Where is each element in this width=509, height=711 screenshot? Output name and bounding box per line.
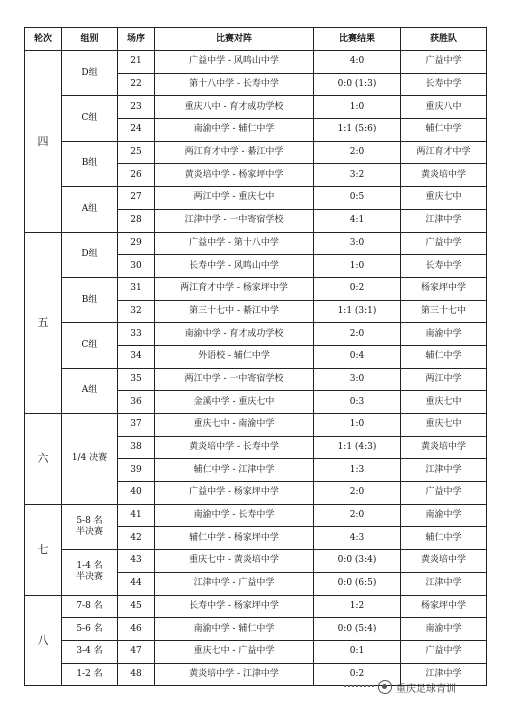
matchup-cell: 重庆七中 - 黄炎培中学 <box>155 550 314 573</box>
header-group: 组别 <box>62 28 118 51</box>
winner-cell: 重庆七中 <box>401 414 487 437</box>
winner-cell: 辅仁中学 <box>401 119 487 142</box>
table-row <box>25 504 487 527</box>
match-no-cell: 26 <box>118 164 155 187</box>
schedule-table <box>24 27 487 686</box>
winner-cell: 黄炎培中学 <box>401 550 487 573</box>
group-cell: 3-4 名 <box>62 640 118 663</box>
round-cell: 四 <box>25 51 62 233</box>
result-cell: 1:0 <box>314 255 401 278</box>
winner-cell: 黄炎培中学 <box>401 436 487 459</box>
winner-cell: 江津中学 <box>401 209 487 232</box>
winner-cell: 重庆七中 <box>401 391 487 414</box>
group-cell: C组 <box>62 323 118 368</box>
winner-cell: 江津中学 <box>401 459 487 482</box>
table-row <box>25 232 487 255</box>
header-winner: 获胜队 <box>401 28 487 51</box>
match-no-cell: 39 <box>118 459 155 482</box>
winner-cell: 南渝中学 <box>401 323 487 346</box>
winner-cell: 第三十七中 <box>401 300 487 323</box>
result-cell: 1:1 (5:6) <box>314 119 401 142</box>
match-no-cell: 30 <box>118 255 155 278</box>
matchup-cell: 长寿中学 - 杨家坪中学 <box>155 595 314 618</box>
matchup-cell: 黄炎培中学 - 杨家坪中学 <box>155 164 314 187</box>
winner-cell: 南渝中学 <box>401 618 487 641</box>
winner-cell: 广益中学 <box>401 482 487 505</box>
match-no-cell: 21 <box>118 51 155 74</box>
matchup-cell: 重庆八中 - 育才成功学校 <box>155 96 314 119</box>
matchup-cell: 外语校 - 辅仁中学 <box>155 345 314 368</box>
match-no-cell: 45 <box>118 595 155 618</box>
result-cell: 0:0 (1:3) <box>314 73 401 96</box>
matchup-cell: 江津中学 - 一中寄宿学校 <box>155 209 314 232</box>
winner-cell: 长寿中学 <box>401 73 487 96</box>
match-no-cell: 41 <box>118 504 155 527</box>
result-cell: 4:3 <box>314 527 401 550</box>
matchup-cell: 辅仁中学 - 江津中学 <box>155 459 314 482</box>
matchup-cell: 两江中学 - 一中寄宿学校 <box>155 368 314 391</box>
matchup-cell: 广益中学 - 杨家坪中学 <box>155 482 314 505</box>
result-cell: 2:0 <box>314 323 401 346</box>
result-cell: 3:0 <box>314 368 401 391</box>
table-row <box>25 323 487 346</box>
table-row <box>25 640 487 663</box>
match-no-cell: 25 <box>118 141 155 164</box>
group-cell: 5-6 名 <box>62 618 118 641</box>
matchup-cell: 江津中学 - 广益中学 <box>155 572 314 595</box>
result-cell: 0:0 (5:4) <box>314 618 401 641</box>
table-row <box>25 618 487 641</box>
result-cell: 0:1 <box>314 640 401 663</box>
matchup-cell: 两江育才中学 - 杨家坪中学 <box>155 277 314 300</box>
group-cell: B组 <box>62 141 118 186</box>
result-cell: 4:1 <box>314 209 401 232</box>
group-cell: D组 <box>62 51 118 96</box>
winner-cell: 两江育才中学 <box>401 141 487 164</box>
match-no-cell: 40 <box>118 482 155 505</box>
matchup-cell: 第十八中学 - 长寿中学 <box>155 73 314 96</box>
winner-cell: 广益中学 <box>401 640 487 663</box>
group-cell: A组 <box>62 368 118 413</box>
result-cell: 2:0 <box>314 141 401 164</box>
table-row <box>25 141 487 164</box>
result-cell: 3:0 <box>314 232 401 255</box>
table-row <box>25 550 487 573</box>
matchup-cell: 辅仁中学 - 杨家坪中学 <box>155 527 314 550</box>
group-cell: A组 <box>62 187 118 232</box>
group-cell: 1-4 名 半决赛 <box>62 550 118 595</box>
group-cell: 1-2 名 <box>62 663 118 686</box>
round-cell: 五 <box>25 232 62 414</box>
round-cell: 七 <box>25 504 62 595</box>
matchup-cell: 南渝中学 - 育才成功学校 <box>155 323 314 346</box>
winner-cell: 杨家坪中学 <box>401 595 487 618</box>
group-cell: B组 <box>62 277 118 322</box>
winner-cell: 两江中学 <box>401 368 487 391</box>
winner-cell: 重庆八中 <box>401 96 487 119</box>
result-cell: 0:0 (6:5) <box>314 572 401 595</box>
winner-cell: 南渝中学 <box>401 504 487 527</box>
matchup-cell: 两江育才中学 - 綦江中学 <box>155 141 314 164</box>
watermark-dots <box>344 685 374 689</box>
match-no-cell: 47 <box>118 640 155 663</box>
match-no-cell: 31 <box>118 277 155 300</box>
match-no-cell: 44 <box>118 572 155 595</box>
table-row <box>25 277 487 300</box>
round-cell: 八 <box>25 595 62 686</box>
header-row <box>25 28 487 51</box>
winner-cell: 辅仁中学 <box>401 527 487 550</box>
group-cell: 7-8 名 <box>62 595 118 618</box>
result-cell: 1:0 <box>314 96 401 119</box>
match-no-cell: 37 <box>118 414 155 437</box>
matchup-cell: 重庆七中 - 广益中学 <box>155 640 314 663</box>
table-row <box>25 96 487 119</box>
header-match-no: 场序 <box>118 28 155 51</box>
match-no-cell: 33 <box>118 323 155 346</box>
match-no-cell: 38 <box>118 436 155 459</box>
match-no-cell: 35 <box>118 368 155 391</box>
match-no-cell: 29 <box>118 232 155 255</box>
result-cell: 3:2 <box>314 164 401 187</box>
match-no-cell: 24 <box>118 119 155 142</box>
result-cell: 1:2 <box>314 595 401 618</box>
result-cell: 1:3 <box>314 459 401 482</box>
winner-cell: 长寿中学 <box>401 255 487 278</box>
header-matchup: 比赛对阵 <box>155 28 314 51</box>
table-row <box>25 187 487 210</box>
result-cell: 4:0 <box>314 51 401 74</box>
result-cell: 0:3 <box>314 391 401 414</box>
header-round: 轮次 <box>25 28 62 51</box>
match-no-cell: 34 <box>118 345 155 368</box>
winner-cell: 杨家坪中学 <box>401 277 487 300</box>
watermark-text: 重庆足球青训 <box>396 683 456 695</box>
winner-cell: 黄炎培中学 <box>401 164 487 187</box>
matchup-cell: 黄炎培中学 - 长寿中学 <box>155 436 314 459</box>
match-no-cell: 43 <box>118 550 155 573</box>
matchup-cell: 长寿中学 - 风鸣山中学 <box>155 255 314 278</box>
result-cell: 0:2 <box>314 663 401 686</box>
matchup-cell: 金溪中学 - 重庆七中 <box>155 391 314 414</box>
watermark <box>344 676 494 698</box>
matchup-cell: 南渝中学 - 长寿中学 <box>155 504 314 527</box>
result-cell: 2:0 <box>314 482 401 505</box>
match-no-cell: 46 <box>118 618 155 641</box>
table-row <box>25 595 487 618</box>
result-cell: 1:1 (3:1) <box>314 300 401 323</box>
match-no-cell: 48 <box>118 663 155 686</box>
match-no-cell: 32 <box>118 300 155 323</box>
matchup-cell: 广益中学 - 第十八中学 <box>155 232 314 255</box>
winner-cell: 重庆七中 <box>401 187 487 210</box>
match-no-cell: 36 <box>118 391 155 414</box>
result-cell: 0:4 <box>314 345 401 368</box>
winner-cell: 辅仁中学 <box>401 345 487 368</box>
result-cell: 1:1 (4:3) <box>314 436 401 459</box>
group-cell: D组 <box>62 232 118 277</box>
table-row <box>25 368 487 391</box>
match-no-cell: 27 <box>118 187 155 210</box>
result-cell: 0:0 (3:4) <box>314 550 401 573</box>
matchup-cell: 南渝中学 - 辅仁中学 <box>155 119 314 142</box>
header-result: 比赛结果 <box>314 28 401 51</box>
wechat-channel-icon <box>378 680 392 694</box>
match-no-cell: 28 <box>118 209 155 232</box>
winner-cell: 江津中学 <box>401 663 487 686</box>
matchup-cell: 南渝中学 - 辅仁中学 <box>155 618 314 641</box>
winner-cell: 广益中学 <box>401 232 487 255</box>
match-no-cell: 23 <box>118 96 155 119</box>
matchup-cell: 第三十七中 - 綦江中学 <box>155 300 314 323</box>
round-cell: 六 <box>25 414 62 505</box>
match-no-cell: 42 <box>118 527 155 550</box>
group-cell: C组 <box>62 96 118 141</box>
matchup-cell: 两江中学 - 重庆七中 <box>155 187 314 210</box>
winner-cell: 广益中学 <box>401 51 487 74</box>
schedule-body <box>25 51 487 686</box>
result-cell: 1:0 <box>314 414 401 437</box>
table-row <box>25 51 487 74</box>
table-row <box>25 414 487 437</box>
result-cell: 2:0 <box>314 504 401 527</box>
matchup-cell: 广益中学 - 风鸣山中学 <box>155 51 314 74</box>
matchup-cell: 重庆七中 - 南渝中学 <box>155 414 314 437</box>
result-cell: 0:5 <box>314 187 401 210</box>
result-cell: 0:2 <box>314 277 401 300</box>
group-cell: 1/4 决赛 <box>62 414 118 505</box>
matchup-cell: 黄炎培中学 - 江津中学 <box>155 663 314 686</box>
match-no-cell: 22 <box>118 73 155 96</box>
winner-cell: 江津中学 <box>401 572 487 595</box>
group-cell: 5-8 名 半决赛 <box>62 504 118 549</box>
